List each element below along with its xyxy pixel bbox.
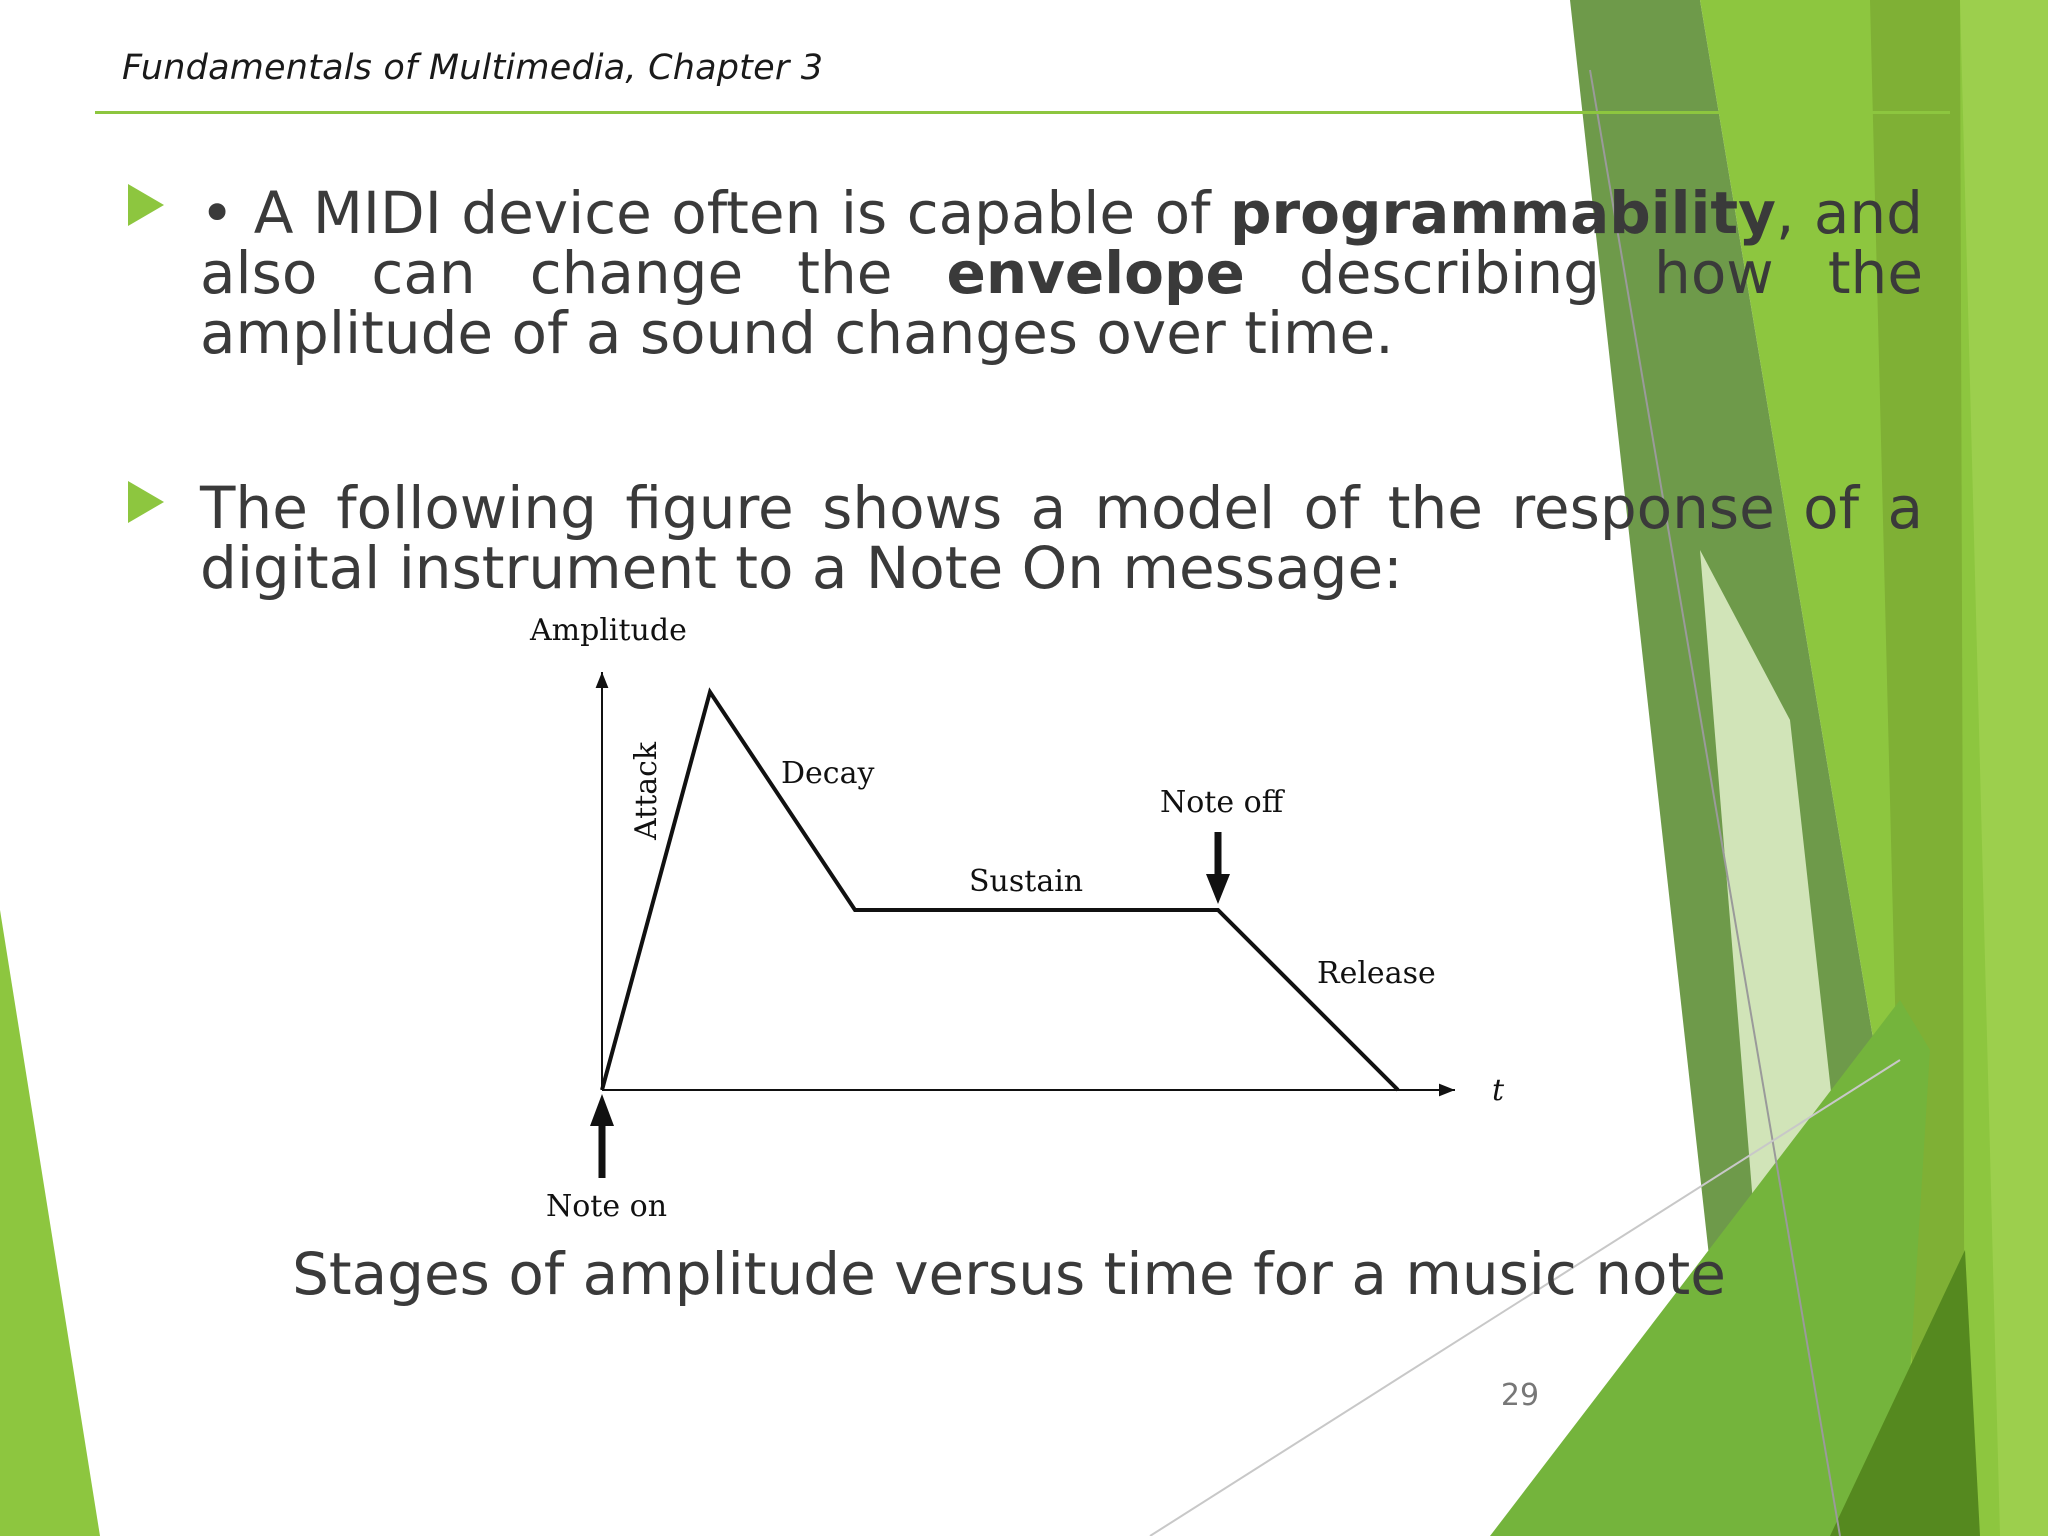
figure-caption-text: Stages of amplitude versus time for a music note xyxy=(292,1240,1726,1308)
bullet-1-segment: , and also can change the xyxy=(200,179,1923,307)
note-off-label: Note off xyxy=(1160,785,1284,820)
figure-caption xyxy=(0,1240,2048,1308)
bullet-1-bold-term: programmability xyxy=(1230,179,1776,247)
bullet-1-segment: • A MIDI device often is capable of xyxy=(200,179,1230,247)
release-label: Release xyxy=(1317,956,1436,991)
note-off-arrowhead-icon xyxy=(1206,874,1230,904)
note-on-label: Note on xyxy=(546,1189,668,1224)
x-axis-label: t xyxy=(1492,1073,1505,1108)
y-axis-label: Amplitude xyxy=(530,613,687,648)
attack-label: Attack xyxy=(629,741,664,840)
header-title: Fundamentals of Multimedia, Chapter 3 xyxy=(122,48,824,88)
bullet-1-bold-term: envelope xyxy=(946,239,1245,307)
page-number: 29 xyxy=(1500,1378,1540,1413)
decay-label: Decay xyxy=(781,756,875,791)
note-on-arrowhead-icon xyxy=(590,1094,614,1126)
bullet-2-text: The following figure shows a model of the response of a digital instrument to a Note On message: xyxy=(200,474,1923,602)
sustain-label: Sustain xyxy=(969,864,1084,899)
bullet-1-segment: describing how the amplitude of a sound changes over time. xyxy=(200,239,1924,367)
